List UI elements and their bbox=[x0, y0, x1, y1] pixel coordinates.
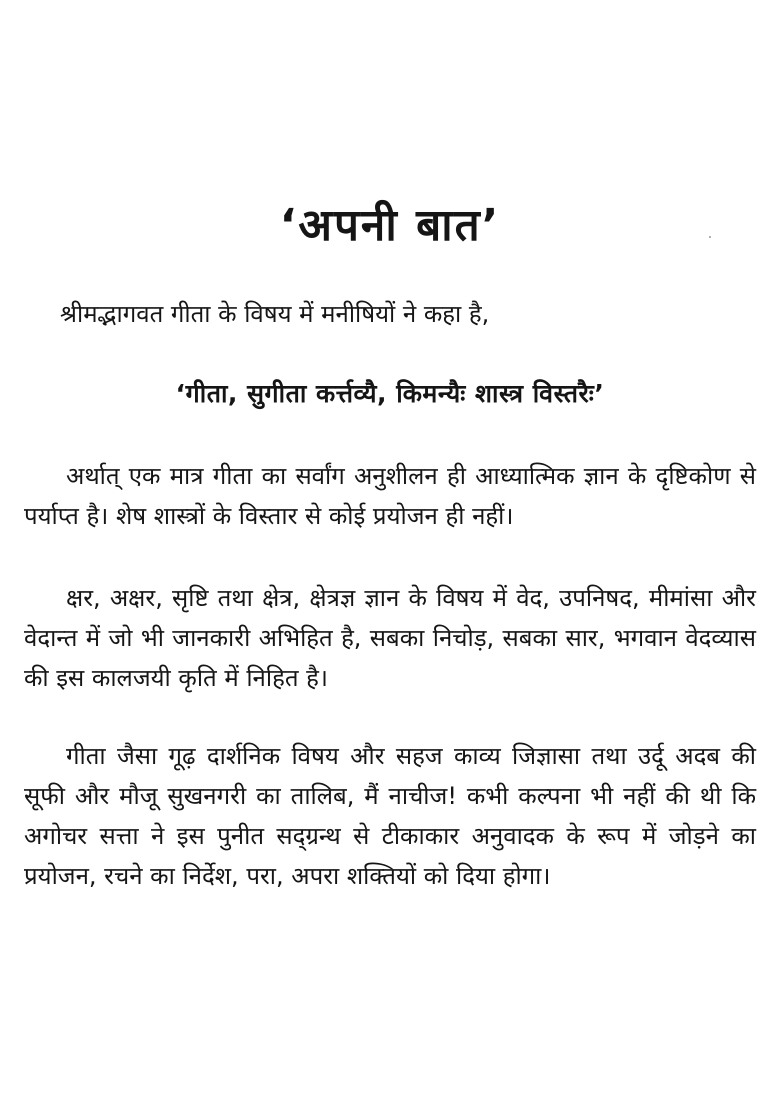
paragraph-3 bbox=[24, 736, 756, 896]
intro-line: श्रीमद्भागवत गीता के विषय में मनीषियों ने कहा है, bbox=[60, 300, 490, 328]
scan-speck bbox=[709, 236, 711, 238]
sanskrit-quote: ‘गीता, सुगीता कर्त्तव्यै, किमन्यैः शास्त्र विस्तरैः’ bbox=[175, 379, 605, 408]
paragraph-1 bbox=[24, 456, 756, 536]
page-title: ‘अपनी बात’ bbox=[279, 200, 501, 251]
paragraph-text: अर्थात् एक मात्र गीता का सर्वांग अनुशीलन ही आध्यात्मिक ज्ञान के दृष्टिकोण से पर्याप्त है। शेष शास्त्रों के विस्तार से कोई प्रयोजन ही नहीं। bbox=[24, 462, 756, 530]
paragraph-2 bbox=[24, 578, 756, 698]
paragraph-text: क्षर, अक्षर, सृष्टि तथा क्षेत्र, क्षेत्रज्ञ ज्ञान के विषय में वेद, उपनिषद, मीमांसा और वेदान्त में जो भी जानकारी अभिहित है, सबका निचोड़, सबका सार, भगवान वेदव्यास की इस कालजयी कृति में निहित है। bbox=[24, 584, 756, 692]
paragraph-text: गीता जैसा गूढ़ दार्शनिक विषय और सहज काव्य जिज्ञासा तथा उर्दू अदब की सूफी और मौजू सुखनगरी का तालिब, मैं नाचीज! कभी कल्पना भी नहीं की थी कि अगोचर सत्ता ने इस पुनीत सद्ग्रन्थ से टीकाकार अनुवादक के रूप में जोड़ने का प्रयोजन, रचने का निर्देश, परा, अपरा शक्तियों को दिया होगा। bbox=[24, 742, 756, 890]
